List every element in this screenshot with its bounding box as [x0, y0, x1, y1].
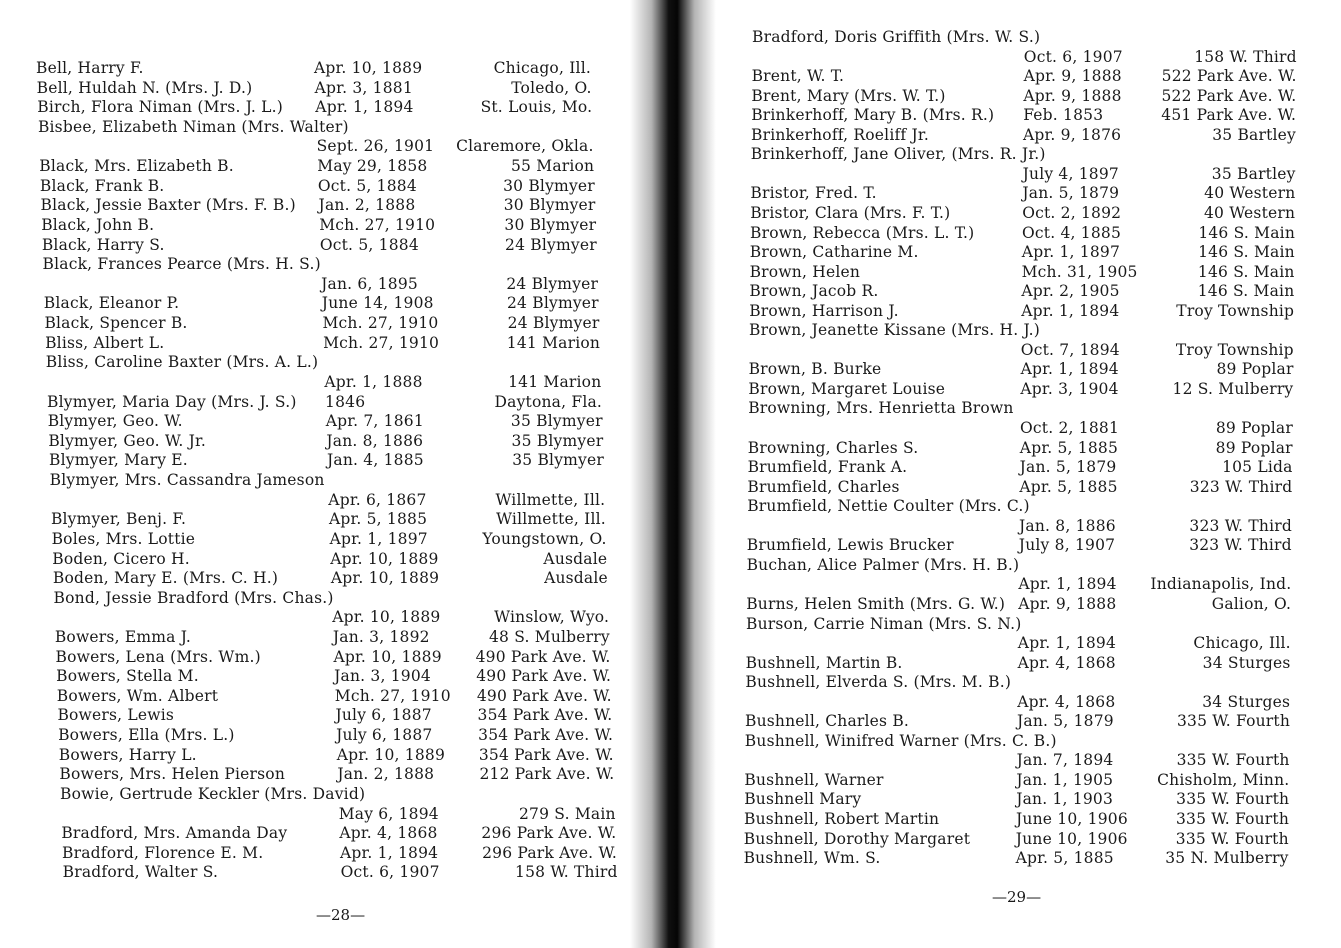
entry-address: 335 W. Fourth: [1175, 810, 1289, 828]
entry-name: Bradford, Walter S.: [62, 863, 219, 882]
entry-address: 490 Park Ave. W.: [475, 647, 611, 666]
entry-name: Bisbee, Elizabeth Niman (Mrs. Walter): [37, 117, 349, 136]
entry-name: Bristor, Fred. T.: [750, 184, 877, 203]
entry-date: Apr. 10, 1889: [330, 549, 439, 568]
entry-name: Browning, Charles S.: [747, 438, 919, 457]
entry-name: Bristor, Clara (Mrs. F. T.): [750, 203, 951, 222]
entry-address: Troy Township: [1176, 301, 1295, 320]
left-page: [0, 0, 650, 948]
entry-address: 146 S. Main: [1198, 223, 1295, 242]
entry-address: 296 Park Ave. W.: [481, 824, 617, 843]
entry-address: Troy Township: [1175, 340, 1294, 359]
entry-date: June 10, 1906: [1015, 829, 1128, 848]
entry-address: 24 Blymyer: [505, 235, 597, 254]
right-page: [690, 0, 1341, 948]
entry-date: Jan. 1, 1905: [1016, 770, 1114, 789]
entry-name: Brinkerhoff, Mary B. (Mrs. R.): [751, 106, 995, 125]
entry-date: Apr. 10, 1889: [336, 745, 446, 764]
entry-date: Jan. 3, 1892: [332, 627, 430, 646]
entry-address: 354 Park Ave. W.: [478, 726, 614, 745]
entry-date: Jan. 5, 1879: [1019, 458, 1117, 477]
entry-address: 323 W. Third: [1189, 536, 1292, 555]
entry-name: Brumfield, Nettie Coulter (Mrs. C.): [747, 497, 1030, 516]
entry-name: Black, Mrs. Elizabeth B.: [39, 157, 234, 176]
entry-date: Mch. 27, 1910: [323, 333, 440, 352]
entry-name: Brent, Mary (Mrs. W. T.): [751, 86, 946, 105]
entry-date: Mch. 27, 1910: [319, 215, 436, 234]
entry-name: Black, Harry S.: [41, 235, 165, 254]
entry-date: July 6, 1887: [335, 706, 432, 725]
entry-address: 296 Park Ave. W.: [482, 843, 617, 862]
entry-name: Brown, Catharine M.: [749, 243, 919, 262]
entry-date: Oct. 5, 1884: [317, 176, 417, 195]
entry-date: Oct. 6, 1907: [340, 863, 440, 882]
entry-name: Bradford, Florence E. M.: [62, 843, 264, 862]
entry-address: 335 W. Fourth: [1175, 829, 1289, 848]
entry-name: Brumfield, Charles: [747, 477, 900, 496]
entry-date: July 8, 1907: [1018, 536, 1116, 555]
entry-date: Feb. 1853: [1023, 106, 1104, 125]
entry-date: Apr. 4, 1868: [1017, 692, 1116, 711]
entry-address: 35 Bartley: [1211, 164, 1296, 183]
entry-date: Jan. 1, 1903: [1016, 790, 1114, 809]
entry-address: 490 Park Ave. W.: [476, 686, 612, 705]
entry-address: 24 Blymyer: [507, 294, 599, 313]
entry-name: Black, Frank B.: [39, 176, 165, 195]
entry-date: Apr. 10, 1889: [332, 608, 441, 627]
entry-address: 35 Bartley: [1212, 125, 1296, 144]
entry-address: Galion, O.: [1211, 594, 1292, 613]
entry-address: Winslow, Wyo.: [494, 608, 610, 627]
entry-name: Boden, Mary E. (Mrs. C. H.): [52, 569, 279, 588]
entry-date: Apr. 1, 1888: [324, 372, 423, 391]
entry-address: 35 Blymyer: [512, 451, 604, 470]
entry-date: Apr. 9, 1876: [1023, 125, 1122, 144]
entry-name: Buchan, Alice Palmer (Mrs. H. B.): [746, 555, 1020, 574]
entry-name: Bell, Harry F.: [36, 59, 144, 77]
entry-address: 55 Marion: [511, 157, 595, 176]
entry-address: 335 W. Fourth: [1176, 751, 1290, 770]
entry-name: Bushnell, Wm. S.: [743, 849, 881, 868]
entry-name: Bushnell, Charles B.: [745, 712, 910, 731]
entry-address: 354 Park Ave. W.: [477, 706, 613, 725]
entry-date: Apr. 9, 1888: [1023, 67, 1122, 86]
entry-date: Apr. 1, 1894: [340, 843, 439, 862]
entry-date: Apr. 7, 1861: [325, 412, 424, 431]
entry-address: 158 W. Third: [1194, 47, 1297, 66]
entry-date: Oct. 5, 1884: [319, 235, 419, 254]
entry-date: 1846: [325, 392, 366, 411]
page-number: —29—: [992, 888, 1042, 906]
entry-address: 146 S. Main: [1197, 262, 1295, 281]
entry-date: Apr. 3, 1881: [314, 78, 413, 97]
entry-date: July 4, 1897: [1022, 164, 1119, 183]
entry-address: Youngstown, O.: [482, 529, 607, 548]
entry-name: Bowers, Harry L.: [58, 745, 197, 764]
entry-address: St. Louis, Mo.: [480, 98, 593, 117]
entry-address: 141 Marion: [508, 372, 602, 391]
entry-address: 35 N. Mulberry: [1165, 849, 1289, 868]
entry-address: Claremore, Okla.: [456, 137, 594, 156]
entry-date: June 10, 1906: [1016, 810, 1128, 828]
entry-address: 89 Poplar: [1215, 438, 1293, 457]
entry-name: Bushnell, Elverda S. (Mrs. M. B.): [745, 673, 1012, 692]
entry-name: Brown, B. Burke: [748, 360, 882, 379]
entry-address: 146 S. Main: [1197, 282, 1295, 301]
entry-name: Boden, Cicero H.: [52, 549, 190, 568]
entry-name: Brown, Margaret Louise: [748, 379, 946, 398]
entry-address: 354 Park Ave. W.: [478, 745, 614, 764]
entry-name: Bond, Jessie Bradford (Mrs. Chas.): [53, 588, 334, 607]
entry-date: Jan. 5, 1879: [1017, 712, 1114, 731]
entry-address: 30 Blymyer: [504, 215, 597, 234]
entry-date: Apr. 10, 1889: [314, 59, 423, 77]
entry-address: 279 S. Main: [519, 804, 616, 823]
entry-date: Apr. 1, 1894: [1021, 301, 1120, 320]
entry-name: Bowers, Emma J.: [54, 627, 192, 646]
entry-name: Black, Frances Pearce (Mrs. H. S.): [42, 255, 321, 274]
entry-address: 48 S. Mulberry: [488, 627, 610, 646]
entry-name: Brown, Jacob R.: [749, 282, 879, 301]
entry-address: 35 Blymyer: [511, 431, 604, 450]
entry-name: Bliss, Caroline Baxter (Mrs. A. L.): [45, 353, 319, 372]
entry-name: Black, John B.: [41, 215, 155, 234]
entry-date: Apr. 1, 1894: [315, 98, 414, 117]
entry-name: Bushnell, Robert Martin: [744, 810, 940, 828]
entry-name: Blymyer, Mrs. Cassandra Jameson: [49, 471, 325, 490]
entry-name: Black, Jessie Baxter (Mrs. F. B.): [40, 196, 296, 215]
entry-address: Ausdale: [543, 549, 608, 568]
entry-name: Bowers, Ella (Mrs. L.): [58, 726, 235, 745]
entry-name: Brown, Jeanette Kissane (Mrs. H. J.): [749, 321, 1041, 340]
entry-address: 146 S. Main: [1198, 243, 1295, 262]
entry-date: Jan. 7, 1894: [1016, 751, 1114, 770]
entry-address: 522 Park Ave. W.: [1161, 67, 1297, 86]
entry-date: Apr. 5, 1885: [1019, 438, 1119, 457]
entry-address: 335 W. Fourth: [1176, 712, 1290, 731]
entry-name: Burson, Carrie Niman (Mrs. S. N.): [746, 614, 1022, 633]
entry-name: Brown, Rebecca (Mrs. L. T.): [750, 223, 975, 242]
entry-name: Birch, Flora Niman (Mrs. J. L.): [37, 98, 284, 117]
entry-name: Brinkerhoff, Jane Oliver, (Mrs. R. Jr.): [750, 145, 1046, 164]
entry-date: Apr. 5, 1885: [1019, 477, 1118, 496]
entry-name: Bushnell, Warner: [744, 770, 884, 789]
entry-address: 141 Marion: [506, 333, 601, 352]
entry-date: Mch. 31, 1905: [1021, 262, 1138, 281]
entry-date: Apr. 9, 1888: [1023, 86, 1122, 105]
entry-name: Brown, Harrison J.: [749, 301, 899, 320]
entry-date: Oct. 4, 1885: [1022, 223, 1122, 242]
entry-date: Jan. 3, 1904: [334, 667, 431, 686]
entry-date: Apr. 10, 1889: [330, 569, 440, 588]
entry-name: Brumfield, Lewis Brucker: [746, 536, 954, 555]
entry-name: Bowers, Wm. Albert: [56, 686, 219, 705]
entry-date: Mch. 27, 1910: [322, 314, 439, 333]
entry-name: Bell, Huldah N. (Mrs. J. D.): [36, 78, 253, 97]
entry-date: Apr. 1, 1894: [1017, 634, 1117, 653]
entry-name: Bushnell, Dorothy Margaret: [743, 829, 971, 848]
entry-address: 105 Lida: [1222, 458, 1293, 477]
entry-date: Apr. 4, 1868: [339, 824, 438, 843]
entry-name: Bushnell, Martin B.: [745, 653, 903, 672]
entry-address: 323 W. Third: [1189, 477, 1293, 496]
entry-address: Willmette, Ill.: [495, 490, 606, 509]
page-number: —28—: [316, 906, 366, 924]
entry-date: Jan. 4, 1885: [327, 451, 424, 470]
entry-address: Chicago, Ill.: [1193, 634, 1291, 653]
entry-date: Apr. 2, 1905: [1021, 282, 1120, 301]
entry-date: Oct. 2, 1881: [1020, 419, 1120, 437]
entry-address: 323 W. Third: [1189, 516, 1292, 535]
entry-name: Bowers, Stella M.: [56, 667, 199, 686]
entry-date: July 6, 1887: [336, 726, 433, 745]
entry-address: 522 Park Ave. W.: [1161, 86, 1297, 105]
entry-date: Apr. 9, 1888: [1018, 594, 1117, 613]
entry-name: Black, Spencer B.: [44, 314, 188, 333]
entry-address: 158 W. Third: [515, 863, 618, 882]
entry-address: 35 Blymyer: [510, 412, 603, 431]
entry-address: 490 Park Ave. W.: [476, 667, 612, 686]
entry-address: 12 S. Mulberry: [1172, 379, 1294, 398]
entry-date: Apr. 4, 1868: [1017, 653, 1116, 672]
entry-name: Bushnell, Winifred Warner (Mrs. C. B.): [744, 731, 1057, 750]
entry-date: Jan. 2, 1888: [318, 196, 416, 215]
entry-name: Bradford, Mrs. Amanda Day: [61, 824, 288, 843]
entry-date: Apr. 10, 1889: [333, 647, 442, 666]
entry-date: Apr. 1, 1897: [1021, 243, 1121, 262]
entry-date: May 29, 1858: [317, 157, 428, 176]
entry-address: Chicago, Ill.: [493, 59, 591, 77]
entry-name: Black, Eleanor P.: [43, 294, 180, 313]
entry-address: Willmette, Ill.: [496, 510, 606, 529]
entry-date: Jan. 5, 1879: [1022, 184, 1120, 203]
entry-date: Sept. 26, 1901: [316, 137, 435, 156]
entry-address: Chisholm, Minn.: [1157, 770, 1290, 789]
entry-name: Bowie, Gertrude Keckler (Mrs. David): [60, 784, 366, 803]
entry-address: 34 Sturges: [1202, 692, 1291, 711]
entry-name: Blymyer, Benj. F.: [50, 510, 187, 529]
entry-address: 24 Blymyer: [507, 314, 600, 333]
entry-date: Jan. 8, 1886: [326, 431, 424, 450]
entry-name: Bowers, Mrs. Helen Pierson: [59, 765, 286, 784]
entry-date: Jan. 8, 1886: [1019, 516, 1116, 535]
entry-name: Bowers, Lewis: [57, 706, 175, 725]
entry-date: Jan. 6, 1895: [321, 274, 418, 293]
entry-date: Apr. 1, 1894: [1018, 575, 1117, 594]
entry-name: Brown, Helen: [749, 262, 861, 281]
entry-date: Apr. 1, 1897: [329, 529, 428, 548]
entry-date: June 14, 1908: [321, 294, 434, 313]
entry-date: Apr. 5, 1885: [1015, 849, 1114, 868]
entry-date: Apr. 3, 1904: [1020, 379, 1119, 398]
entry-date: Apr. 5, 1885: [328, 510, 428, 529]
entry-name: Bushnell Mary: [744, 790, 862, 809]
entry-date: Oct. 2, 1892: [1022, 203, 1122, 222]
entry-address: 451 Park Ave. W.: [1161, 106, 1297, 125]
entry-date: Mch. 27, 1910: [334, 686, 451, 705]
entry-name: Blymyer, Maria Day (Mrs. J. S.): [47, 392, 297, 411]
entry-date: Apr. 6, 1867: [328, 490, 427, 509]
entry-address: 30 Blymyer: [503, 196, 596, 215]
entry-address: 30 Blymyer: [503, 176, 595, 195]
entry-name: Blymyer, Geo. W. Jr.: [48, 431, 207, 450]
entry-address: 335 W. Fourth: [1176, 790, 1290, 809]
entry-name: Bradford, Doris Griffith (Mrs. W. S.): [752, 28, 1041, 46]
entry-name: Boles, Mrs. Lottie: [51, 529, 196, 548]
entry-name: Brent, W. T.: [751, 67, 845, 86]
entry-name: Brinkerhoff, Roeliff Jr.: [751, 125, 929, 144]
entry-date: Oct. 6, 1907: [1023, 47, 1123, 66]
entry-address: 89 Poplar: [1215, 419, 1293, 437]
entry-address: Toledo, O.: [511, 78, 592, 97]
entry-name: Bliss, Albert L.: [45, 333, 165, 352]
entry-date: Oct. 7, 1894: [1020, 340, 1120, 359]
entry-name: Blymyer, Geo. W.: [47, 412, 183, 431]
entry-name: Blymyer, Mary E.: [49, 451, 188, 470]
entry-address: 212 Park Ave. W.: [479, 765, 615, 784]
entry-name: Bowers, Lena (Mrs. Wm.): [55, 647, 261, 666]
entry-name: Brumfield, Frank A.: [747, 458, 908, 477]
entry-address: Ausdale: [544, 569, 608, 588]
entry-date: Jan. 2, 1888: [337, 765, 435, 784]
entry-address: 24 Blymyer: [506, 274, 599, 293]
entry-address: 40 Western: [1204, 184, 1296, 203]
entry-date: Apr. 1, 1894: [1020, 360, 1119, 379]
entry-address: Indianapolis, Ind.: [1150, 575, 1292, 594]
entry-name: Browning, Mrs. Henrietta Brown: [748, 399, 1014, 418]
entry-address: 89 Poplar: [1216, 360, 1294, 379]
entry-name: Burns, Helen Smith (Mrs. G. W.): [746, 594, 1006, 613]
entry-address: 40 Western: [1203, 203, 1296, 222]
entry-address: 34 Sturges: [1202, 653, 1291, 672]
entry-address: Daytona, Fla.: [494, 392, 603, 411]
entry-date: May 6, 1894: [338, 804, 439, 823]
